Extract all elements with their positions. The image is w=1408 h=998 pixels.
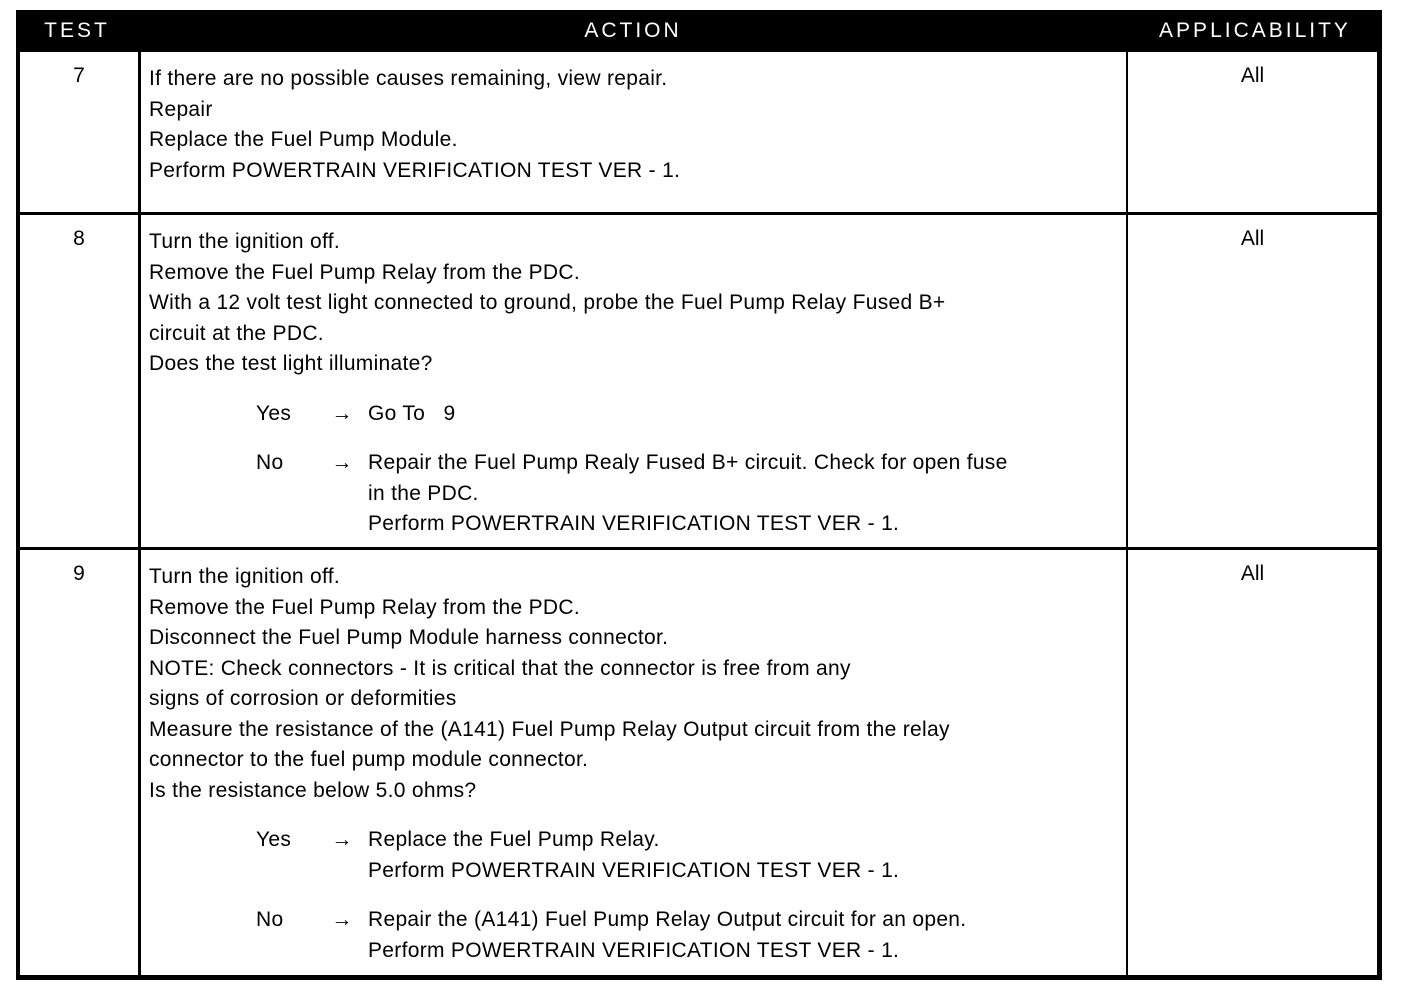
test-number: 9 xyxy=(20,550,138,975)
header-test: TEST xyxy=(44,19,110,42)
repair-label: Repair xyxy=(149,97,213,121)
no-response xyxy=(149,905,1126,966)
action-line: Is the resistance below 5.0 ohms? xyxy=(149,778,477,802)
action-line: NOTE: Check connectors - It is critical that the connector is free from any xyxy=(149,656,851,680)
action-line: Remove the Fuel Pump Relay from the PDC. xyxy=(149,260,580,284)
action-cell xyxy=(141,52,1126,212)
arrow-icon: → xyxy=(331,828,353,851)
yes-response xyxy=(149,399,1126,430)
action-line: Remove the Fuel Pump Relay from the PDC. xyxy=(149,595,580,619)
yes-line: Replace the Fuel Pump Relay. xyxy=(368,828,660,851)
yes-response xyxy=(149,825,1126,886)
no-label: No xyxy=(256,451,284,474)
yes-line: Perform POWERTRAIN VERIFICATION TEST VER - 1. xyxy=(368,858,900,882)
no-label: No xyxy=(256,908,284,931)
action-line: Turn the ignition off. xyxy=(149,565,341,588)
no-response xyxy=(149,448,1126,540)
action-line: connector to the fuel pump module connector. xyxy=(149,748,589,771)
action-line: Disconnect the Fuel Pump Module harness connector. xyxy=(149,626,669,649)
action-line: signs of corrosion or deformities xyxy=(149,687,457,710)
arrow-icon: → xyxy=(331,451,353,474)
repair-line: Perform POWERTRAIN VERIFICATION TEST VER - 1. xyxy=(149,158,681,182)
test-number: 7 xyxy=(20,52,138,212)
arrow-icon: → xyxy=(331,908,353,931)
action-line: circuit at the PDC. xyxy=(149,321,324,345)
action-line: If there are no possible causes remaining, view repair. xyxy=(149,67,668,90)
test-number: 8 xyxy=(20,215,138,547)
no-line: in the PDC. xyxy=(368,481,479,505)
yes-label: Yes xyxy=(256,828,292,851)
arrow-icon: → xyxy=(331,401,353,425)
no-line: Perform POWERTRAIN VERIFICATION TEST VER - 1. xyxy=(368,512,900,535)
header-action: ACTION xyxy=(584,19,682,42)
yes-line: Go To 9 xyxy=(368,401,456,425)
no-line: Repair the Fuel Pump Realy Fused B+ circuit. Check for open fuse xyxy=(368,451,1008,474)
action-cell xyxy=(141,550,1126,975)
no-line: Repair the (A141) Fuel Pump Relay Output circuit for an open. xyxy=(368,908,967,931)
action-line: With a 12 volt test light connected to ground, probe the Fuel Pump Relay Fused B+ xyxy=(149,291,946,314)
applicability-cell: All xyxy=(1128,52,1377,212)
header-applicability: APPLICABILITY xyxy=(1159,19,1351,42)
applicability-cell: All xyxy=(1128,550,1377,975)
no-line: Perform POWERTRAIN VERIFICATION TEST VER - 1. xyxy=(368,938,900,962)
action-cell xyxy=(141,215,1126,547)
applicability-cell: All xyxy=(1128,215,1377,547)
yes-label: Yes xyxy=(256,401,292,425)
action-line: Does the test light illuminate? xyxy=(149,352,433,375)
procedure-table xyxy=(16,10,1382,980)
repair-line: Replace the Fuel Pump Module. xyxy=(149,128,458,151)
action-line: Turn the ignition off. xyxy=(149,230,341,253)
action-line: Measure the resistance of the (A141) Fuel Pump Relay Output circuit from the relay xyxy=(149,717,950,741)
